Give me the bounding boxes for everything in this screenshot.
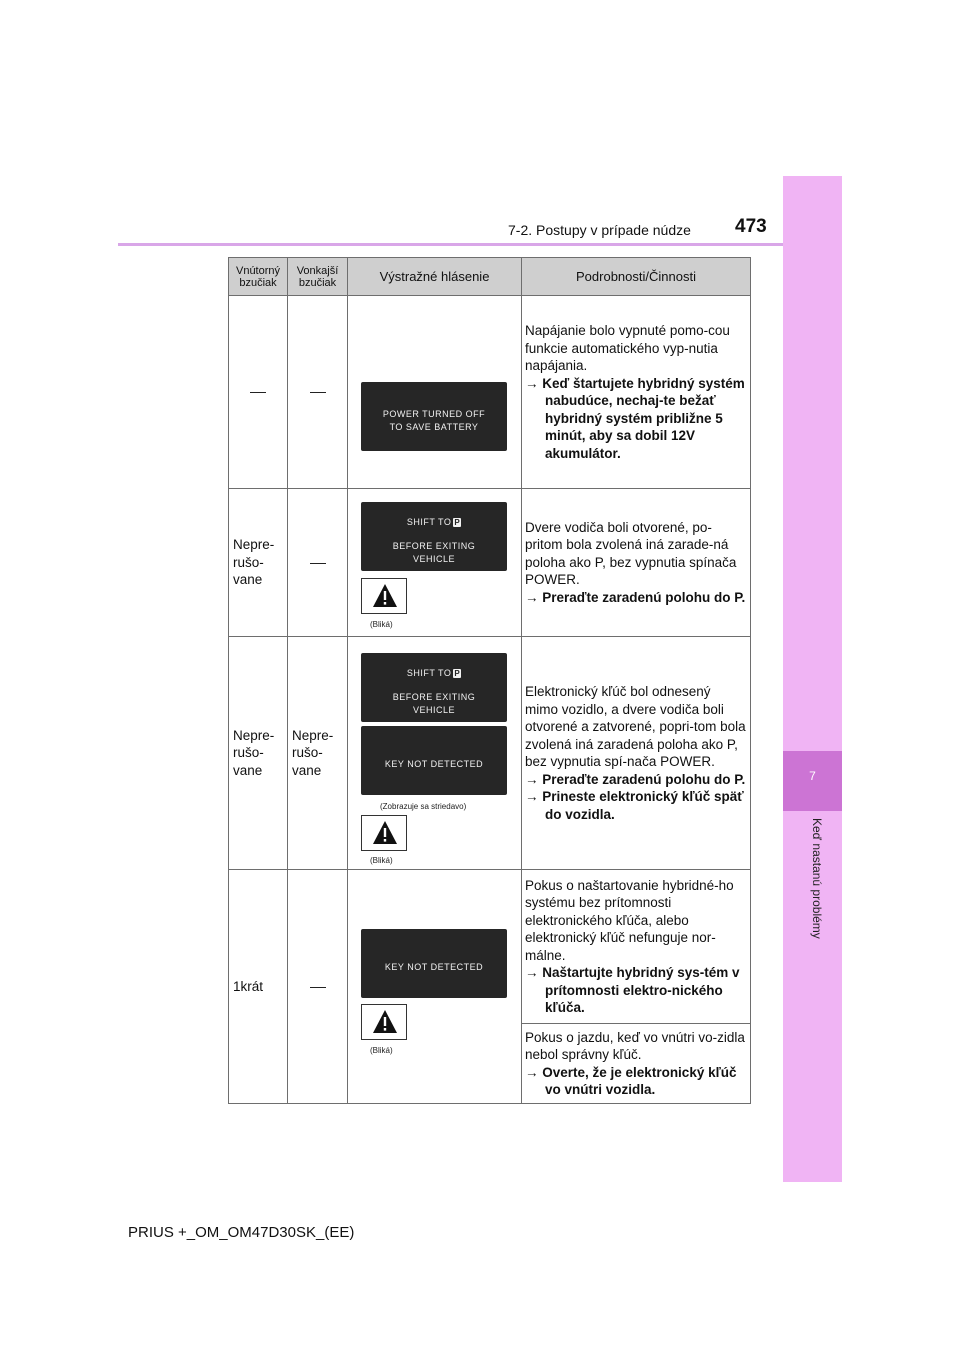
- warning-triangle-icon: [372, 583, 398, 608]
- blink-note: (Bliká): [370, 856, 393, 865]
- alternate-note: (Zobrazuje sa striedavo): [380, 802, 467, 811]
- action-text: → Prineste elektronický kľúč späť do vozidla.: [525, 789, 744, 822]
- internal-buzzer-cell: [229, 296, 288, 489]
- action-text: → Preraďte zaradenú polohu do P.: [525, 771, 746, 787]
- display-text: VEHICLE: [412, 705, 455, 715]
- internal-buzzer-cell: Nepre-rušo-vane: [229, 637, 288, 870]
- details-cell: [522, 296, 751, 489]
- none-dash: [310, 392, 326, 393]
- internal-buzzer-cell: Nepre-rušo-vane: [229, 489, 288, 637]
- blink-note: (Bliká): [370, 620, 393, 629]
- details-cell: [522, 1024, 751, 1104]
- display-text: KEY NOT DETECTED: [384, 759, 484, 769]
- action-text: → Keď štartujete hybridný systém nabudúce, nechaj-te bežať hybridný systém približne 5 minút, aby sa dobil 12V akumulátor.: [525, 375, 745, 461]
- display-text: SHIFT TO: [406, 668, 452, 678]
- display-screen: [361, 502, 507, 571]
- details-cell: [522, 489, 751, 637]
- external-buzzer-cell: [288, 489, 348, 637]
- display-text: POWER TURNED OFF: [382, 409, 486, 419]
- park-indicator: P: [454, 669, 461, 678]
- detail-text: Elektronický kľúč bol odnesený mimo vozidlo, a dvere vodiča boli otvorené a zatvorené, popri-tom bola zvolená iná zaradená poloha ako P, bez vypnutia spí-nača POWER.: [525, 684, 746, 769]
- table-row: [229, 870, 751, 1024]
- table-row: [229, 296, 751, 489]
- warning-triangle-icon: [372, 1009, 398, 1034]
- display-text: [361, 514, 507, 532]
- warning-display-cell: [348, 637, 522, 870]
- display-text: VEHICLE: [412, 554, 455, 564]
- none-dash: [310, 563, 326, 564]
- table-row: [229, 489, 751, 637]
- display-text: BEFORE EXITING: [392, 541, 476, 551]
- chapter-side-tab: [783, 176, 842, 1182]
- action-text: → Naštartujte hybridný sys-tém v prítomnosti elektro-nického kľúča.: [525, 965, 740, 1015]
- chapter-number: 7: [809, 769, 816, 783]
- document-code: PRIUS +_OM_OM47D30SK_(EE): [128, 1224, 355, 1241]
- details-cell: [522, 870, 751, 1024]
- display-text: [361, 665, 507, 683]
- warning-triangle-icon: [372, 820, 398, 845]
- action-text: → Overte, že je elektronický kľúč vo vnútri vozidla.: [525, 1064, 737, 1097]
- warning-display-cell: [348, 489, 522, 637]
- external-buzzer-cell: [288, 296, 348, 489]
- display-text: BEFORE EXITING: [392, 692, 476, 702]
- warning-triangle-box: [361, 815, 407, 851]
- external-buzzer-cell: Nepre-rušo-vane: [288, 637, 348, 870]
- header-warning-message: Výstražné hlásenie: [348, 258, 522, 296]
- chapter-label: Keď nastanú problémy: [810, 818, 824, 939]
- internal-buzzer-cell: 1krát: [229, 870, 288, 1104]
- table-header-row: [229, 258, 751, 296]
- header-internal-buzzer: Vnútorný bzučiak: [229, 258, 288, 296]
- header-external-buzzer: Vonkajší bzučiak: [288, 258, 348, 296]
- header-divider: [118, 243, 783, 246]
- warning-triangle-box: [361, 578, 407, 614]
- display-screen: [361, 929, 507, 998]
- display-screen: [361, 382, 507, 451]
- display-text: TO SAVE BATTERY: [389, 422, 479, 432]
- section-title: 7-2. Postupy v prípade núdze: [508, 222, 691, 238]
- table-row: [229, 637, 751, 870]
- none-dash: [310, 987, 326, 988]
- warning-display-cell: [348, 870, 522, 1104]
- header-details: Podrobnosti/Činnosti: [522, 258, 751, 296]
- display-text: SHIFT TO: [406, 517, 452, 527]
- detail-text: Napájanie bolo vypnuté pomo-cou funkcie automatického vyp-nutia napájania.: [525, 323, 730, 373]
- park-indicator: P: [454, 518, 461, 527]
- display-text: KEY NOT DETECTED: [384, 962, 484, 972]
- action-text: → Preraďte zaradenú polohu do P.: [525, 589, 746, 605]
- details-cell: [522, 637, 751, 870]
- display-screen: [361, 726, 507, 795]
- display-screen: [361, 653, 507, 722]
- warning-table: [228, 257, 751, 1104]
- page-number: 473: [735, 216, 767, 237]
- warning-display-cell: [348, 296, 522, 489]
- warning-triangle-box: [361, 1004, 407, 1040]
- external-buzzer-cell: [288, 870, 348, 1104]
- chapter-number-box: [783, 751, 842, 811]
- none-dash: [250, 392, 266, 393]
- blink-note: (Bliká): [370, 1046, 393, 1055]
- detail-text: Pokus o jazdu, keď vo vnútri vo-zidla nebol správny kľúč.: [525, 1029, 745, 1062]
- detail-text: Dvere vodiča boli otvorené, po-pritom bola zvolená iná zarade-ná poloha ako P, bez vypnutia spínača POWER.: [525, 519, 737, 588]
- detail-text: Pokus o naštartovanie hybridné-ho systému bez prítomnosti elektronického kľúča, alebo elektronický kľúč nefunguje nor-málne.: [525, 877, 734, 963]
